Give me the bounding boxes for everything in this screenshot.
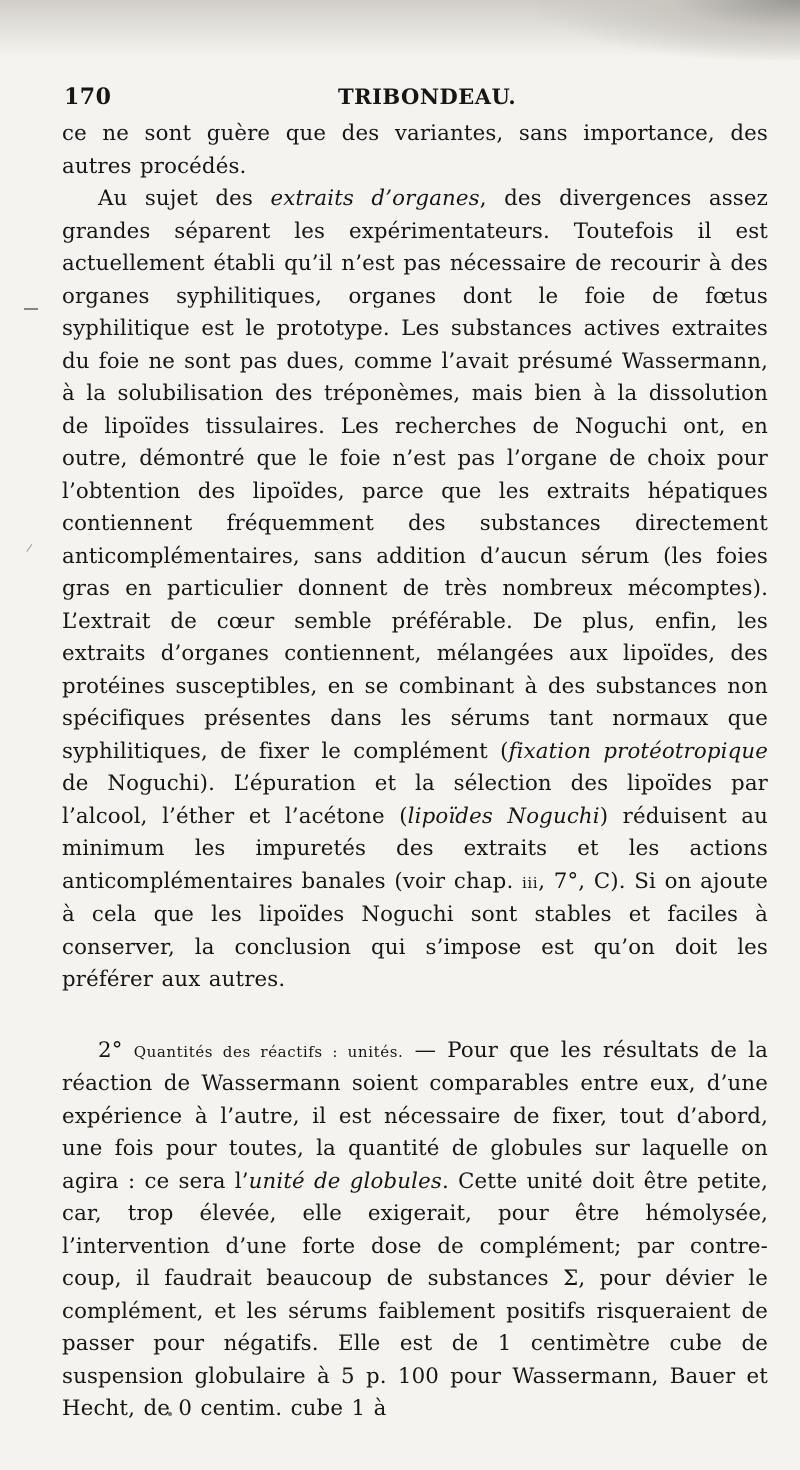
text-run: 2° xyxy=(98,1037,134,1063)
italic-term: fixation protéotropique xyxy=(508,738,769,764)
text-run: . Cette unité doit être petite, car, trop élevée, elle exigerait, pour être hémolysée, l’intervention d’une forte dose de complément; par contre-coup, il faudrait beaucoup de substances Σ, pour dévier le complément, et les sérums faiblement positifs risqueraient de passer pour négatifs. Elle est de 1 centimètre cube de suspension globulaire à 5 p. 100 pour Wassermann, Bauer et Hecht, de 0 centim. cube 1 à xyxy=(62,1168,768,1421)
margin-mark xyxy=(24,308,38,310)
text-run: — Pour que les résultats de la réaction de Wassermann soient comparables entre eux, d’une expérience à l’autre, il est nécessaire de fixer, tout d’abord, une fois pour toutes, la quantité de globules sur laquelle on agira : ce sera l’ xyxy=(62,1037,768,1194)
scan-shadow-corner xyxy=(540,0,800,60)
italic-term: extraits d’organes xyxy=(270,186,480,211)
page-header xyxy=(62,84,768,118)
paragraph-continuation xyxy=(62,118,768,183)
book-page xyxy=(62,84,768,1426)
section-heading: Quantités des réactifs : unités. xyxy=(133,1042,404,1061)
text-run: , 7°, C). Si on ajoute à cela que les lipoïdes Noguchi sont stables et faciles à conserver, la conclusion qui s’impose est qu’on doit les préférer aux autres. xyxy=(62,868,768,992)
text-run: , des divergences assez grandes séparent les expérimentateurs. Toutefois il est actuellement établi qu’il n’est pas nécessaire de recourir à des organes syphilitiques, organes dont le foie de fœtus syphilitique est le prototype. Les substances actives extraites du foie ne sont pas dues, comme l’avait présumé Wassermann, à la solubilisation des tréponèmes, mais bien à la dissolution de lipoïdes tissulaires. Les recherches de Noguchi ont, en outre, démontré que le foie n’est pas l’organe de choix pour l’obtention des lipoïdes, parce que les extraits hépatiques contiennent fréquemment des substances directement anticomplémentaires, sans addition d’aucun sérum (les foies gras en particulier donnent de très nombreux mécomptes). L’extrait de cœur semble préférable. De plus, enfin, les extraits d’organes contiennent, mélangées aux lipoïdes, des protéines susceptibles, en se combinant à des substances non spécifiques présentes dans les sérums tant normaux que syphilitiques, de fixer le complément ( xyxy=(62,186,768,764)
text-run: Au sujet des xyxy=(98,186,271,211)
running-head: TRIBONDEAU. xyxy=(338,84,517,109)
text-run: de Noguchi). L’épuration et la sélection des lipoïdes par l’alcool, l’éther et l’acétone ( xyxy=(62,771,768,829)
paragraph-extraits-organes xyxy=(62,183,768,997)
italic-term: unité de globules xyxy=(248,1168,442,1194)
paragraph-quantites-reactifs xyxy=(62,1035,768,1426)
text-run: ce ne sont guère que des variantes, sans importance, des autres procédés. xyxy=(62,121,768,179)
text-run: ) réduisent au minimum les impuretés des extraits et les actions anticomplémentaires banales (voir chap. xyxy=(62,803,768,894)
italic-term: lipoïdes Noguchi xyxy=(407,803,600,829)
chapter-numeral: iii xyxy=(522,873,539,892)
margin-mark xyxy=(26,544,39,557)
page-number: 170 xyxy=(64,84,112,110)
